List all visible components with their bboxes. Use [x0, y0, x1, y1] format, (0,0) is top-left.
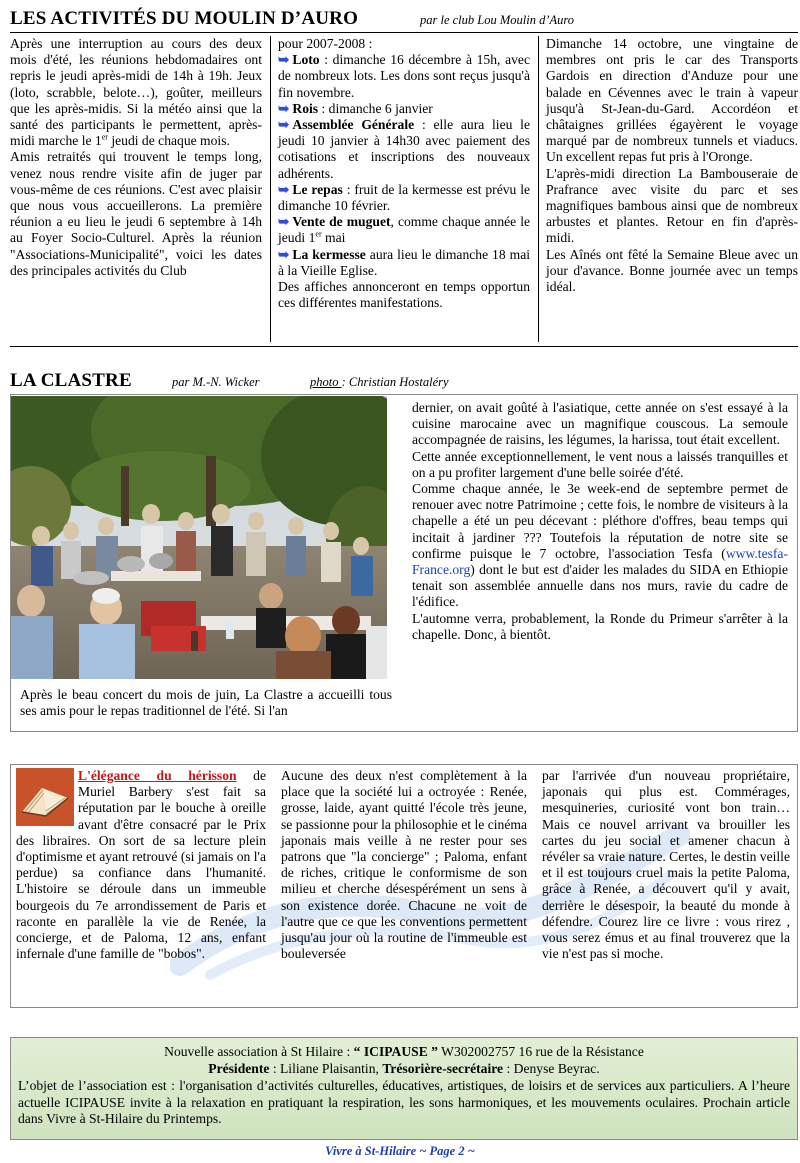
moulin-event-rois: ➥ Rois : dimanche 6 janvier — [278, 100, 433, 116]
arrow-icon: ➥ — [278, 117, 290, 133]
book-col-3: par l'arrivée d'un nouveau propriétaire, japonais qui plus est. Commérages, mesquineries, curiosité vont bon train… Mais ce nouvel arrivant va brouiller les cartes du jeu social et amener chacun à révéler sa vraie nature. Certes, le destin veille et il est toujours cruel mais la petite Paloma, grâce à Renée, a découvert qu'il y avait, derrière le désespoir, la beauté du monde à défendre. Courez lire ce livre : vous rirez , vous serez émus et au final trouverez que la vie n'est pas si moche. — [542, 768, 790, 962]
clastre-para-2: Cette année exceptionnellement, le vent nous a laissés tranquilles et on a pu profiter largement d'une belle soirée d'été. — [412, 448, 788, 480]
arrow-icon: ➥ — [278, 52, 290, 68]
moulin-event-muguet: ➥ Vente de muguet, comme chaque année le jeudi 1er mai — [278, 214, 531, 246]
clastre-photo-caption: Après le beau concert du mois de juin, La Clastre a accueilli tous ses amis pour le repas traditionnel de l'été. Si l'an — [20, 687, 392, 719]
icipause-line-2: Présidente : Liliane Plaisantin, Trésorière-secrétaire : Denyse Beyrac. — [208, 1060, 600, 1076]
moulin-byline: par le club Lou Moulin d’Auro — [420, 13, 575, 27]
clastre-para-3: Comme chaque année, le 3e week-end de septembre permet de renouer avec notre Patrimoine ; cette fois, le nombre de visiteurs à la chapelle a été un peu décevant : pléthore d'offres, beau temps qui incitait à jardiner ??? Toutefois la réputation de notre site se confirme puisque le 7 octobre, l'association Tesfa (www.tesfa-France.org) dont le but est d'aider les malades du SIDA en Ethiopie tenait son assemblée annuelle dans nos murs, ravie du cadre de l'édifice. — [412, 481, 788, 610]
moulin-col3-para-1: Dimanche 14 octobre, une vingtaine de membres ont pris le car des Transports Gardois en direction d'Anduze pour une balade en Cévennes avec le train à vapeur jusqu'à St-Jean-du-Gard. Accordéon et châtaignes grillées égayèrent le voyage marqué par de nombreux tunnels et viaducs. Un excellent repas fut pris à l'Oronge. — [546, 36, 798, 165]
tesfa-link[interactable]: www.tesfa-France.org — [412, 545, 788, 578]
clastre-title: LA CLASTRE — [10, 370, 132, 391]
arrow-icon: ➥ — [278, 214, 290, 230]
moulin-event-kermesse: ➥ La kermesse aura lieu le dimanche 18 mai à la Vieille Eglise. — [278, 246, 530, 278]
arrow-icon: ➥ — [278, 181, 290, 197]
moulin-bottom-rule — [10, 346, 798, 347]
moulin-club-dates-outro: Des affiches annonceront en temps opportun ces différentes manifestations. — [278, 279, 530, 311]
icipause-line-1: Nouvelle association à St Hilaire : “ ICIPAUSE ” W302002757 16 rue de la Résistance — [164, 1044, 644, 1059]
book-icon-spacer — [16, 768, 78, 826]
moulin-col-1 — [10, 36, 262, 279]
clastre-para-1: dernier, on avait goûté à l'asiatique, cette année on s'est essayé à la cuisine marocaine avec un magnifique couscous. La semoule accompagnée de raisins, les légumes, la harissa, tout était excellent. — [412, 400, 788, 448]
moulin-col3-para-3: Les Aînés ont fêté la Semaine Bleue avec un jour d'avance. Bonne journée avec un temps idéal. — [546, 246, 798, 295]
moulin-col1-para-2: Amis retraités qui trouvent le temps long, venez nous rendre visite afin de juger par vous-même de ces réunions. C'est avec plaisir que nous vous accueillerons. La première réunion a eu lieu le jeudi 6 septembre à 14h au Foyer Socio-Culturel. Après la réunion "Associations-Municipalité", voici les dates des principales activités du Club — [10, 149, 262, 278]
clastre-photo-credit: photo : Christian Hostaléry — [310, 375, 449, 389]
moulin-top-rule — [10, 32, 798, 33]
moulin-col3-para-2: L'après-midi direction La Bambouseraie de Prafrance avec visite du parc et ses magnifiques bambous ainsi que de nombreux arbustes et plantes. Retour en fin d'après-midi. — [546, 165, 798, 246]
moulin-col-divider-2 — [538, 36, 539, 342]
clastre-byline: par M.-N. Wicker — [172, 375, 260, 389]
moulin-club-dates-intro: pour 2007-2008 : — [278, 36, 373, 51]
icipause-body: L’objet de l’association est : l'organisation d’activités culturelles, éducatives, artistiques, de loisirs et de services aux particuliers. A l’heure actuelle ICIPAUSE invite à la relaxation en pratiquant la respiration, les sons harmoniques, et les mouvements oculaires. Prochain article dans Vivre à St-Hilaire du Printemps. — [18, 1078, 790, 1126]
book-col-2: Aucune des deux n'est complètement à la place que la société lui a octroyée : Renée, grosse, laide, ayant quitté l'école très jeune, se passionne pour la philosophie et le cinéma japonais mais veille à ne rester pour ses patrons que "la concierge" ; Paloma, enfant de riches, critique le conformisme de son milieu et cherche désespérément un sens à son existence dorée. Chacune ne voit de l'autre que ce que les conventions permettent jusqu'au jour où la routine de l'immeuble est bouleversée — [281, 768, 527, 962]
moulin-event-repas: ➥ Le repas : fruit de la kermesse est prévu le dimanche 10 février. — [278, 181, 530, 214]
book-title: L'élégance du hérisson — [78, 768, 237, 783]
moulin-col-3 — [546, 36, 798, 295]
arrow-icon: ➥ — [278, 246, 290, 262]
moulin-event-loto: ➥ Loto : dimanche 16 décembre à 15h, avec de nombreux lots. Les dons sont reçus jusqu'à fin novembre. — [278, 52, 530, 100]
moulin-title: LES ACTIVITÉS DU MOULIN D’AURO — [10, 8, 359, 29]
moulin-col-divider-1 — [270, 36, 271, 342]
moulin-col1-para-1: Après une interruption au cours des deux mois d'été, les réunions hebdomadaires ont repris le jeudi après-midi de 14h à 19h. Jeux (loto, scrabble, belote…), goûter, meilleurs que les après-midis. Si la météo ainsi que la santé des participants le permettent, après-midi marche le 1er jeudi de chaque mois. — [10, 36, 262, 149]
icipause-header — [10, 1044, 798, 1077]
page-footer: Vivre à St-Hilaire ~ Page 2 ~ — [325, 1144, 475, 1158]
arrow-icon: ➥ — [278, 100, 290, 116]
clastre-article — [412, 400, 788, 643]
clastre-para-4: L'automne verra, probablement, la Ronde du Primeur s'arrêter à la chapelle. Donc, à bientôt. — [412, 610, 788, 642]
moulin-col-2 — [278, 36, 530, 311]
moulin-event-assemblee: ➥ Assemblée Générale : elle aura lieu le jeudi 10 janvier à 14h30 avec paiement des cotisations et inscriptions des nouveaux adhérents. — [278, 117, 530, 181]
clastre-photo — [11, 396, 387, 679]
book-col-1: L'élégance du hérisson de Muriel Barbery s'est fait sa réputation par le bouche à oreille avant d'être consacré par le Prix des libraires. On sort de sa lecture plein d'optimisme et ayant retrouvé (si jamais on l'a perdue) sa confiance dans l'humanité. L'histoire se déroule dans un immeuble bourgeois du 7e arrondissement de Paris et raconte en parallèle la vie de Renée, la concierge, et de Paloma, 12 ans, enfant infernale d'une famille de "bobos". — [16, 768, 267, 962]
